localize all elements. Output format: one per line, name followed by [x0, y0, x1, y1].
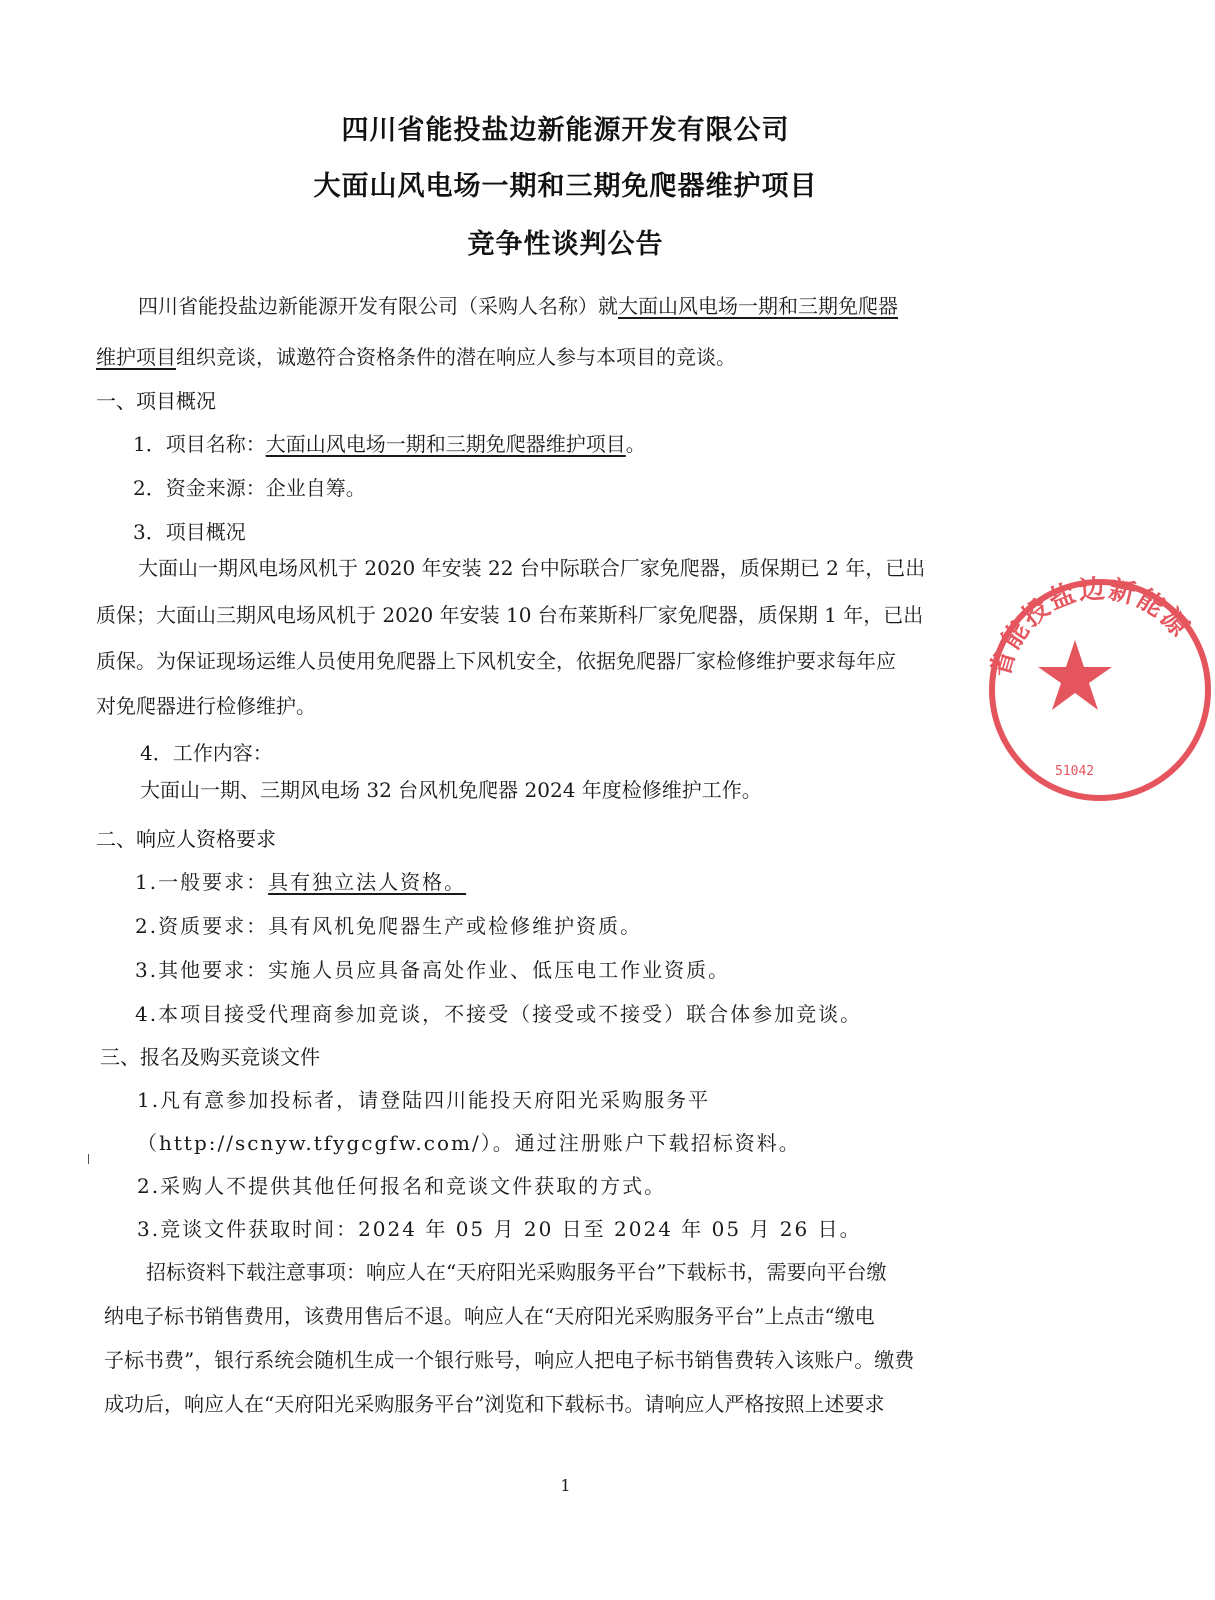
overview-line-1: 大面山一期风电场风机于 2020 年安装 22 台中际联合厂家免爬器，质保期已 2 年，已出 [138, 556, 926, 580]
intro-line-2 [96, 341, 736, 370]
note-line-4: 成功后，响应人在“天府阳光采购服务平台”浏览和下载标书。请响应人严格按照上述要求 [104, 1392, 885, 1416]
project-name-value: 大面山风电场一期和三期免爬器维护项目 [265, 432, 626, 456]
section-1-heading: 一、项目概况 [96, 389, 216, 413]
no-other-method-line: 2.采购人不提供其他任何报名和竞谈文件获取的方式。 [137, 1174, 667, 1198]
project-name-end: 。 [625, 432, 646, 456]
project-name-label: 1．项目名称： [133, 432, 266, 456]
register-line-1: 1.凡有意参加投标者，请登陆四川能投天府阳光采购服务平 [137, 1088, 711, 1112]
intro-project-name-cont: 维护项目 [96, 345, 176, 369]
funding-source-line: 2．资金来源：企业自筹。 [133, 476, 366, 500]
overview-line-2: 质保；大面山三期风电场风机于 2020 年安装 10 台布莱斯科厂家免爬器，质保期 1 年，已出 [96, 603, 924, 627]
company-seal [985, 575, 1215, 805]
work-content-text: 大面山一期、三期风电场 32 台风机免爬器 2024 年度检修维护工作。 [140, 778, 762, 802]
req-agent-line: 4.本项目接受代理商参加竞谈，不接受（接受或不接受）联合体参加竞谈。 [135, 1002, 863, 1026]
note-line-1: 招标资料下载注意事项：响应人在“天府阳光采购服务平台”下载标书，需要向平台缴 [146, 1260, 887, 1284]
seal-code: 51042 [1055, 764, 1095, 779]
overview-line-3: 质保。为保证现场运维人员使用免爬器上下风机安全，依据免爬器厂家检修维护要求每年应 [96, 649, 896, 673]
title-project: 大面山风电场一期和三期免爬器维护项目 [313, 171, 818, 202]
section-3-heading: 三、报名及购买竞谈文件 [100, 1045, 320, 1069]
project-name-line [133, 428, 646, 457]
intro-line-1 [138, 290, 898, 319]
req-general-label: 1.一般要求： [135, 870, 269, 894]
page-number: 1 [560, 1476, 571, 1495]
intro-project-name: 大面山风电场一期和三期免爬器 [618, 294, 898, 318]
intro-text-cont: 组织竞谈，诚邀符合资格条件的潜在响应人参与本项目的竞谈。 [176, 345, 736, 369]
note-line-2: 纳电子标书销售费用，该费用售后不退。响应人在“天府阳光采购服务平台”上点击“缴电 [104, 1304, 875, 1328]
req-other-line: 3.其他要求：实施人员应具备高处作业、低压电工作业资质。 [135, 958, 731, 982]
seal-text [986, 575, 1196, 680]
register-line-2: （http://scnyw.tfygcgfw.com/）。通过注册账户下载招标资料。 [137, 1131, 801, 1155]
seal-text-path: 省能投盐边新能源 [985, 575, 1196, 681]
title-company: 四川省能投盐边新能源开发有限公司 [341, 115, 790, 146]
note-line-3: 子标书费”，银行系统会随机生成一个银行账号，响应人把电子标书销售费转入该账户。缴费 [104, 1348, 915, 1372]
intro-text: 四川省能投盐边新能源开发有限公司（采购人名称）就 [138, 294, 618, 318]
title-announcement: 竞争性谈判公告 [467, 229, 664, 260]
seal-star-icon [1038, 640, 1112, 710]
scan-mark [88, 1154, 89, 1164]
work-content-label: 4．工作内容： [140, 741, 273, 765]
obtain-time-line: 3.竞谈文件获取时间：2024 年 05 月 20 日至 2024 年 05 月 26 日。 [137, 1217, 862, 1241]
overview-line-4: 对免爬器进行检修维护。 [96, 694, 316, 718]
section-2-heading: 二、响应人资格要求 [96, 827, 276, 851]
req-general-value: 具有独立法人资格。 [268, 870, 467, 894]
req-general-line [135, 866, 466, 895]
req-qualification-line: 2.资质要求：具有风机免爬器生产或检修维护资质。 [135, 914, 643, 938]
overview-label: 3．项目概况 [133, 520, 246, 544]
